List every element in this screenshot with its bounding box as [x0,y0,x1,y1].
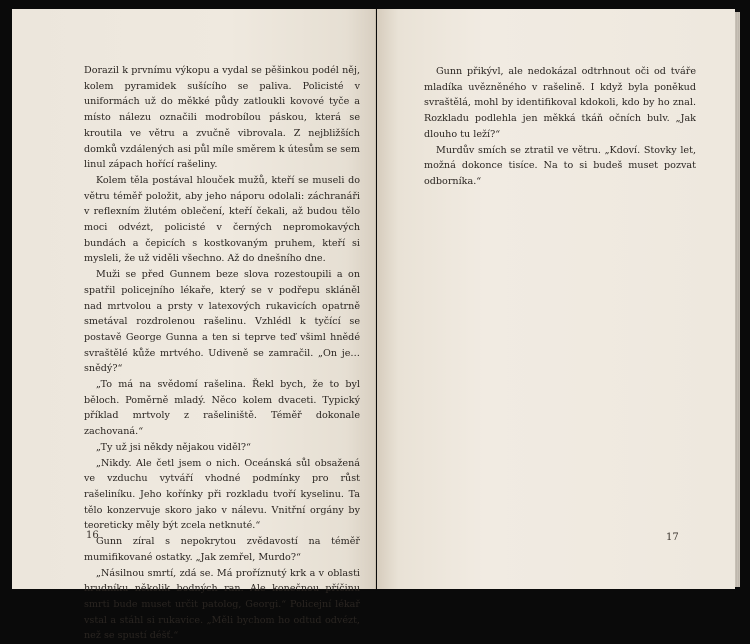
right-page-text [424,64,696,190]
paragraph: „Násilnou smrtí, zdá se. Má proříznutý krk a v oblasti hrudníku několik bodných ran. Ale konečnou příčinu smrti bude muset určit patolog, Georgi.“ Policejní lékař vstal a stáhl si rukavice. „Měli bychom ho odtud odvézt, než se spustí déšť.“ [84,566,360,644]
paragraph: Dorazil k prvnímu výkopu a vydal se pěšinkou podél něj, kolem pyramidek sušícího se paliva. Policisté v uniformách už do měkké půdy zatloukli kovové tyče a místo nálezu označili modrobílou páskou, která se kroutila ve větru a zvučně vibrovala. Z nejbližších domků vzdálených asi půl míle směrem k útesům se sem linul zápach hořící rašeliny. [84,63,360,173]
paragraph: Murdův smích se ztratil ve větru. „Kdoví. Stovky let, možná dokonce tisíce. Na to si budeš muset pozvat odborníka.“ [424,143,696,190]
paragraph: „To má na svědomí rašelina. Řekl bych, že to byl běloch. Poměrně mladý. Něco kolem dvaceti. Typický příklad mrtvoly z rašeliniště. Téměř dokonale zachovaná.“ [84,377,360,440]
page-block-edge [735,12,740,587]
left-page-text [84,63,360,644]
page-number-left: 16 [86,530,99,541]
right-page [377,9,735,589]
paragraph: Muži se před Gunnem beze slova rozestoupili a on spatřil policejního lékaře, který se v podřepu skláněl nad mrtvolou a prsty v latexových rukavicích opatrně smetával rozdrolenou rašelinu. Vzhlédl k tyčící se postavě George Gunna a ten si teprve teď všiml hnědé svraštělé kůže mrtvého. Udiveně se zamračil. „On je… snědý?“ [84,267,360,377]
left-page [12,9,376,589]
paragraph: Gunn přikývl, ale nedokázal odtrhnout oči od tváře mladíka uvězněného v rašelině. I když byla poněkud svraštělá, mohl by identifikoval kdokoli, kdo by ho znal. Rozkladu podlehla jen měkká tkáň očních bulv. „Jak dlouho tu leží?“ [424,64,696,143]
paragraph: Kolem těla postával hlouček mužů, kteří se museli do větru téměř položit, aby jeho náporu odolali: záchranáři v reflexním žlutém oblečení, kteří čekali, až budou tělo moci odvézt, policisté v černých nepromokavých bundách a čepicích s kostkovaným pruhem, kteří si mysleli, že už viděli všechno. Až do dnešního dne. [84,173,360,267]
paragraph: „Nikdy. Ale četl jsem o nich. Oceánská sůl obsažená ve vzduchu vytváří vhodné podmínky pro růst rašeliníku. Jeho kořínky při rozkladu tvoří kyselinu. Ta tělo konzervuje skoro jako v nálevu. Vnitřní orgány by teoreticky měly být zcela netknuté.“ [84,456,360,535]
paragraph: „Ty už jsi někdy nějakou viděl?“ [84,440,360,456]
paragraph: Gunn zíral s nepokrytou zvědavostí na téměř mumifikované ostatky. „Jak zemřel, Murdo?“ [84,534,360,565]
page-number-right: 17 [666,532,679,543]
